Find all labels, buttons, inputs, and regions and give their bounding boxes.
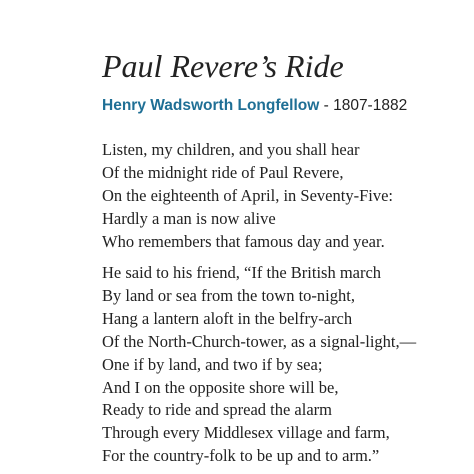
byline-separator: -: [319, 97, 334, 114]
byline: [102, 96, 407, 116]
poem-line: Through every Middlesex village and farm,: [102, 423, 390, 443]
poem-line: He said to his friend, “If the British march: [102, 263, 382, 282]
author-dates: 1807-1882: [333, 97, 408, 114]
poem-line: One if by land, and two if by sea;: [102, 354, 323, 374]
poem-line: Of the midnight ride of Paul Revere,: [102, 162, 344, 182]
poem-line: For the country-folk to be up and to arm.”: [102, 446, 380, 466]
poem-line: And I on the opposite shore will be,: [102, 377, 339, 397]
poem-line: Hang a lantern aloft in the belfry-arch: [102, 308, 353, 328]
poem-line: Listen, my children, and you shall hear: [102, 140, 360, 159]
author-link[interactable]: Henry Wadsworth Longfellow: [102, 97, 320, 114]
poem-line: Ready to ride and spread the alarm: [102, 400, 332, 420]
poem-line: Who remembers that famous day and year.: [102, 231, 385, 251]
poem-line: Of the North-Church-tower, as a signal-light,—: [102, 331, 417, 351]
stanza-1: [102, 139, 393, 254]
poem-line: On the eighteenth of April, in Seventy-Five:: [102, 185, 393, 205]
poem-title: Paul Revere’s Ride: [102, 48, 344, 84]
stanza-2: [102, 262, 416, 468]
poem-line: By land or sea from the town to-night,: [102, 285, 355, 305]
poem-line: Hardly a man is now alive: [102, 208, 276, 228]
